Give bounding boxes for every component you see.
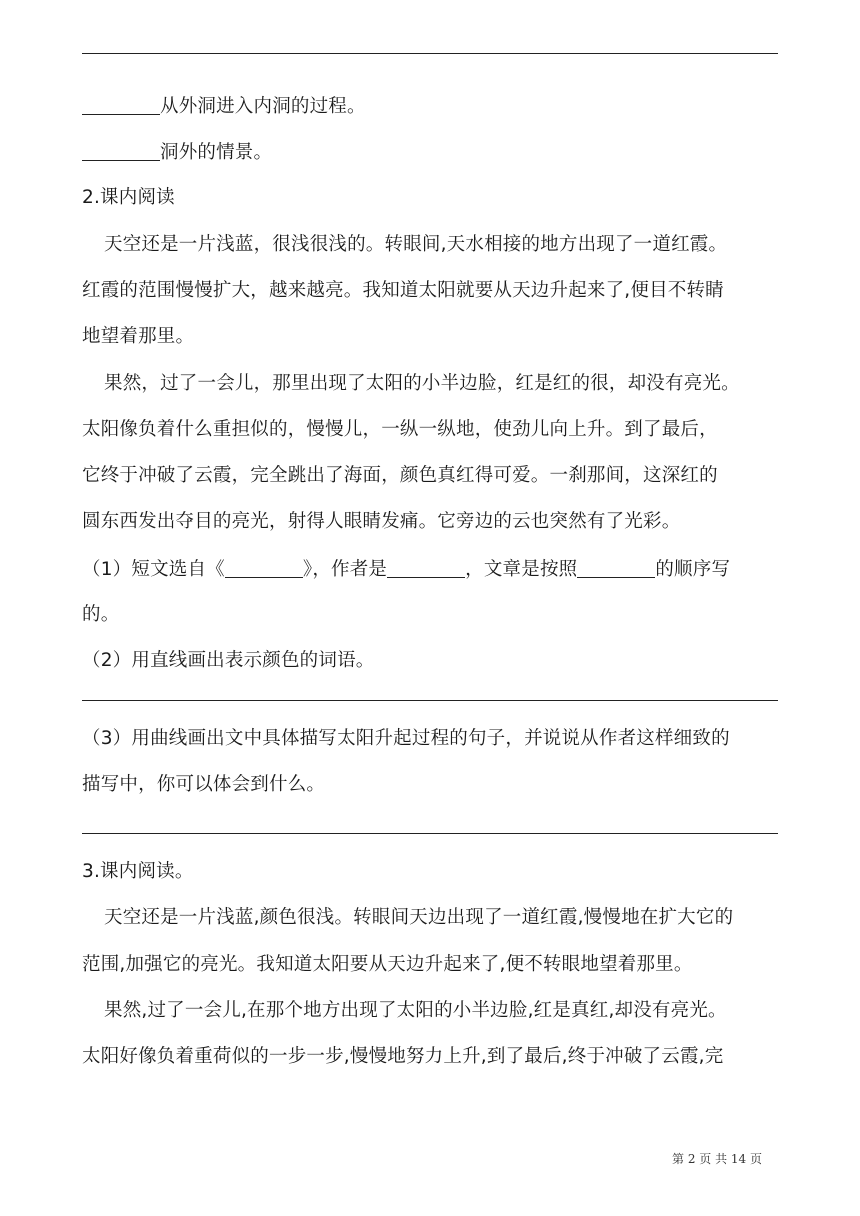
paragraph-line: 天空还是一片浅蓝，很浅很浅的。转眼间,天水相接的地方出现了一道红霞。 — [104, 234, 728, 255]
question-1 — [82, 557, 730, 582]
section-heading: 2.课内阅读 — [82, 187, 175, 208]
fill-blank[interactable] — [225, 557, 303, 578]
paragraph-line: 它终于冲破了云霞，完全跳出了海面，颜色真红得可爱。一刹那间，这深红的 — [82, 465, 718, 486]
paragraph-line: 地望着那里。 — [82, 326, 195, 347]
answer-line — [82, 53, 778, 54]
paragraph-line: 天空还是一片浅蓝,颜色很浅。转眼间天边出现了一道红霞,慢慢地在扩大它的 — [104, 907, 734, 928]
question-2: （2）用直线画出表示颜色的词语。 — [82, 650, 375, 671]
fill-blank[interactable] — [387, 557, 465, 578]
page-number: 第 2 页 共 14 页 — [672, 1152, 762, 1166]
answer-line[interactable] — [82, 833, 778, 834]
paragraph-line: 圆东西发出夺目的亮光，射得人眼睛发痛。它旁边的云也突然有了光彩。 — [82, 511, 681, 532]
question-3-cont: 描写中，你可以体会到什么。 — [82, 774, 326, 795]
q1-text: 》，作者是 — [302, 559, 388, 580]
q1-text: （1）短文选自《 — [82, 559, 225, 580]
paragraph-line: 太阳像负着什么重担似的，慢慢儿，一纵一纵地，使劲儿向上升。到了最后， — [82, 419, 718, 440]
fill-in-item — [82, 140, 272, 165]
paragraph-line: 红霞的范围慢慢扩大，越来越亮。我知道太阳就要从天边升起来了,便目不转睛 — [82, 280, 724, 301]
item-text: 洞外的情景。 — [160, 142, 273, 163]
paragraph-line: 太阳好像负着重荷似的一步一步,慢慢地努力上升,到了最后,终于冲破了云霞,完 — [82, 1046, 724, 1067]
q1-text: 的顺序写 — [655, 559, 731, 580]
q1-text: ，文章是按照 — [465, 559, 578, 580]
question-1-cont: 的。 — [82, 604, 120, 625]
question-3: （3）用曲线画出文中具体描写太阳升起过程的句子，并说说从作者这样细致的 — [82, 728, 730, 749]
paragraph-line: 果然,过了一会儿,在那个地方出现了太阳的小半边脸,红是真红,却没有亮光。 — [104, 1000, 727, 1021]
paragraph-line: 范围,加强它的亮光。我知道太阳要从天边升起来了,便不转眼地望着那里。 — [82, 954, 693, 975]
fill-blank[interactable] — [82, 94, 160, 115]
section-heading: 3.课内阅读。 — [82, 861, 194, 882]
answer-line[interactable] — [82, 700, 778, 701]
fill-blank[interactable] — [577, 557, 655, 578]
item-text: 从外洞进入内洞的过程。 — [160, 96, 366, 117]
paragraph-line: 果然，过了一会儿，那里出现了太阳的小半边脸，红是红的很，却没有亮光。 — [104, 373, 740, 394]
fill-blank[interactable] — [82, 140, 160, 161]
fill-in-item — [82, 94, 366, 119]
